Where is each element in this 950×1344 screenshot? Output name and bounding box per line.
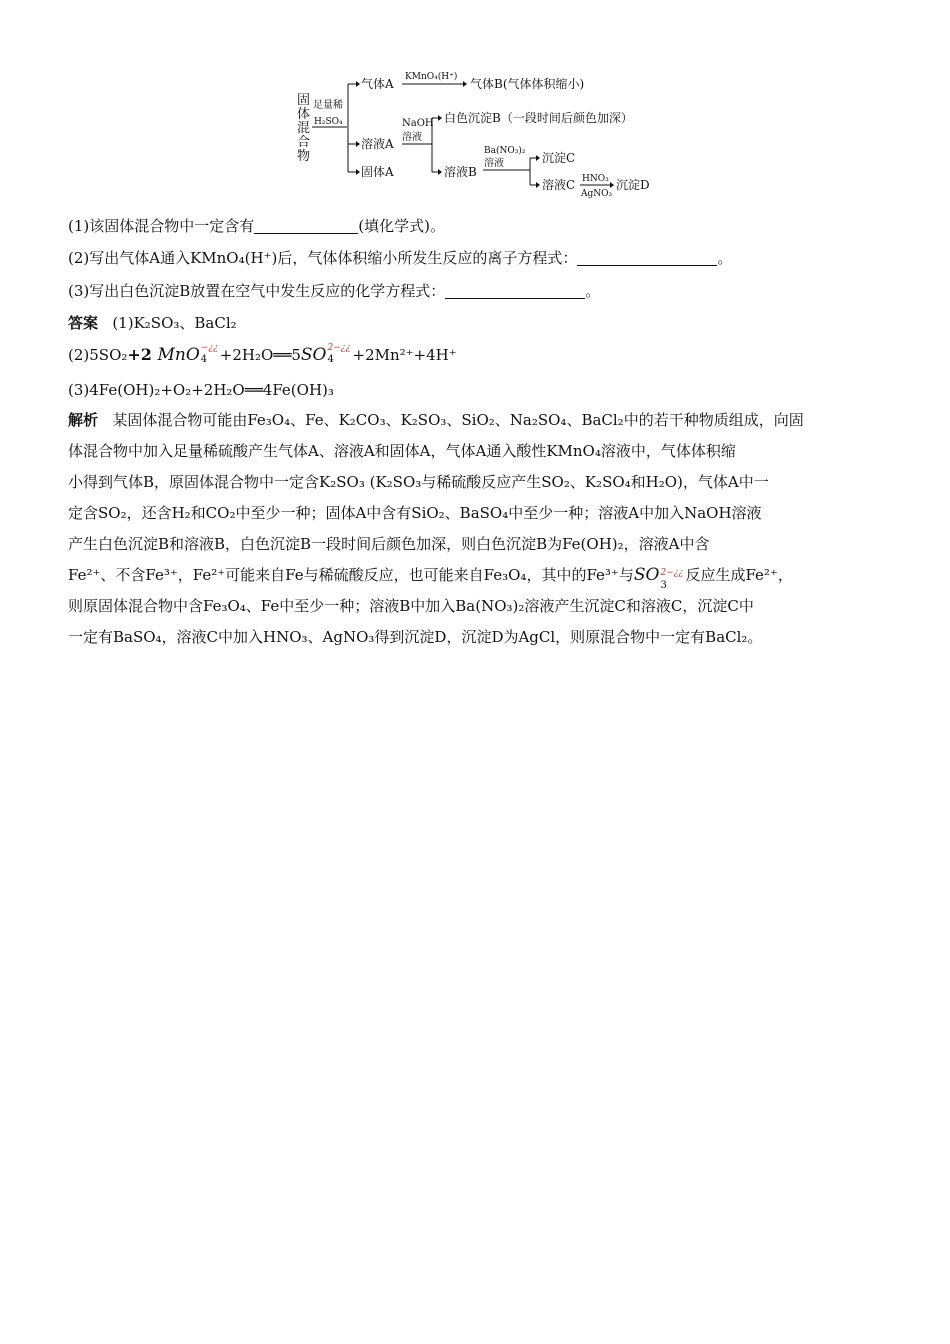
- question-1-suffix: (填化学式)。: [358, 217, 445, 235]
- ion-charge: [659, 566, 685, 591]
- question-1: [68, 216, 888, 236]
- ion-superscript: −¿¿: [200, 343, 218, 353]
- analysis-row: 体混合物中加入足量稀硫酸产生气体A、溶液A和固体A，气体A通入酸性KMnO₄溶液中，气体体积缩: [68, 442, 736, 460]
- diagram-start-char: 混: [297, 121, 311, 136]
- precipitate-c: 沉淀C: [542, 151, 576, 165]
- answer-2-ion: MnO: [157, 345, 200, 365]
- ion-superscript: 2−¿¿: [660, 568, 684, 578]
- ion-subscript: 3: [660, 580, 667, 591]
- analysis: [68, 405, 883, 653]
- solid-a: 固体A: [361, 165, 394, 179]
- analysis-row: [68, 560, 883, 591]
- answer-blank-1: [254, 218, 358, 234]
- period: 。: [717, 249, 733, 267]
- ion-charge: [327, 343, 353, 365]
- reagent-naoh: NaOH: [402, 118, 434, 129]
- arrow-head: [536, 155, 540, 161]
- answer-2-part: +2: [127, 345, 158, 364]
- arrow-head: [438, 115, 442, 121]
- question-2: [68, 248, 888, 268]
- arrow-head: [356, 141, 360, 147]
- reagent-hno3: HNO₃: [582, 174, 609, 184]
- answer-blank-3: [445, 283, 585, 299]
- answer-2-ion: SO: [300, 345, 327, 365]
- answer-blank-2: [577, 250, 717, 266]
- ion-subscript: 4: [327, 354, 334, 365]
- solution-c: 溶液C: [542, 178, 576, 192]
- analysis-row: 小得到气体B，原固体混合物中一定含K₂SO₃ (K₂SO₃与稀硫酸反应产生SO₂、K₂SO₄和H₂O)，气体A中一: [68, 473, 769, 491]
- solution-a: 溶液A: [361, 137, 394, 151]
- reagent-kmno4: KMnO₄(H⁺): [405, 72, 458, 82]
- analysis-text: 某固体混合物可能由Fe₃O₄、Fe、K₂CO₃、K₂SO₃、SiO₂、Na₂SO₄、BaCl₂中的若干种物质组成，向固: [112, 411, 804, 429]
- precipitate-d: 沉淀D: [616, 178, 650, 192]
- diagram-start-char: 体: [297, 107, 311, 122]
- ion-superscript: 2−¿¿: [327, 343, 351, 353]
- analysis-row: 产生白色沉淀B和溶液B，白色沉淀B一段时间后颜色加深，则白色沉淀B为Fe(OH)₂，溶液A中含: [68, 535, 710, 553]
- answer-1: [68, 313, 888, 333]
- gas-b: 气体B(气体体积缩小): [470, 77, 585, 91]
- arrow-head: [536, 182, 540, 188]
- analysis-row: [68, 405, 883, 436]
- reagent-acid-formula: H₂SO₄: [314, 117, 343, 127]
- analysis-row: 定含SO₂，还含H₂和CO₂中至少一种；固体A中含有SiO₂、BaSO₄中至少一种；溶液A中加入NaOH溶液: [68, 504, 762, 522]
- analysis-text: 反应生成Fe²⁺，: [685, 566, 793, 584]
- period: 。: [585, 282, 601, 300]
- gas-a: 气体A: [361, 77, 394, 91]
- answer-1-text: (1)K₂SO₃、BaCl₂: [112, 314, 237, 332]
- reagent-bano3-solution: 溶液: [484, 158, 504, 169]
- question-3-text: (3)写出白色沉淀B放置在空气中发生反应的化学方程式：: [68, 282, 446, 300]
- arrow-head: [463, 81, 467, 87]
- white-precipitate-b: 白色沉淀B（一段时间后颜色加深）: [444, 111, 633, 125]
- flow-diagram: [0, 0, 950, 200]
- question-2-text: (2)写出气体A通入KMnO₄(H⁺)后，气体体积缩小所发生反应的离子方程式：: [68, 249, 578, 267]
- solution-b: 溶液B: [444, 165, 477, 179]
- ion-charge: [200, 343, 220, 365]
- arrow-head: [438, 169, 442, 175]
- analysis-label: 解析: [68, 411, 99, 429]
- answer-3-text: (3)4Fe(OH)₂+O₂+2H₂O══4Fe(OH)₃: [68, 381, 334, 399]
- answer-3: [68, 380, 888, 400]
- arrow-head: [356, 169, 360, 175]
- diagram-start-char: 物: [297, 149, 311, 164]
- sulfite-ion: SO: [633, 565, 660, 585]
- answer-2-part: +2H₂O══5: [219, 346, 301, 364]
- ion-subscript: 4: [200, 354, 208, 365]
- answer-2-part: +2Mn²⁺+4H⁺: [352, 346, 457, 364]
- reagent-agno3: AgNO₃: [581, 189, 613, 199]
- answer-label: 答案: [68, 314, 99, 332]
- reagent-bano3: Ba(NO₃)₂: [484, 146, 526, 156]
- answer-2: [68, 345, 888, 365]
- arrow-head: [610, 182, 614, 188]
- reagent-acid-label: 足量稀: [313, 100, 343, 111]
- analysis-row: 则原固体混合物中含Fe₃O₄、Fe中至少一种；溶液B中加入Ba(NO₃)₂溶液产生沉淀C和溶液C，沉淀C中: [68, 597, 754, 615]
- answer-2-part: (2)5SO₂: [68, 346, 128, 364]
- question-3: [68, 281, 888, 301]
- reagent-naoh-solution: 溶液: [402, 132, 422, 143]
- diagram-start-char: 固: [297, 93, 311, 108]
- analysis-row: 一定有BaSO₄，溶液C中加入HNO₃、AgNO₃得到沉淀D，沉淀D为AgCl，则原混合物中一定有BaCl₂。: [68, 628, 763, 646]
- diagram-start-char: 合: [297, 135, 311, 150]
- arrow-head: [356, 81, 360, 87]
- analysis-text: Fe²⁺、不含Fe³⁺，Fe²⁺可能来自Fe与稀硫酸反应，也可能来自Fe₃O₄，其中的Fe³⁺与: [68, 566, 634, 584]
- question-1-text: (1)该固体混合物中一定含有: [68, 217, 255, 235]
